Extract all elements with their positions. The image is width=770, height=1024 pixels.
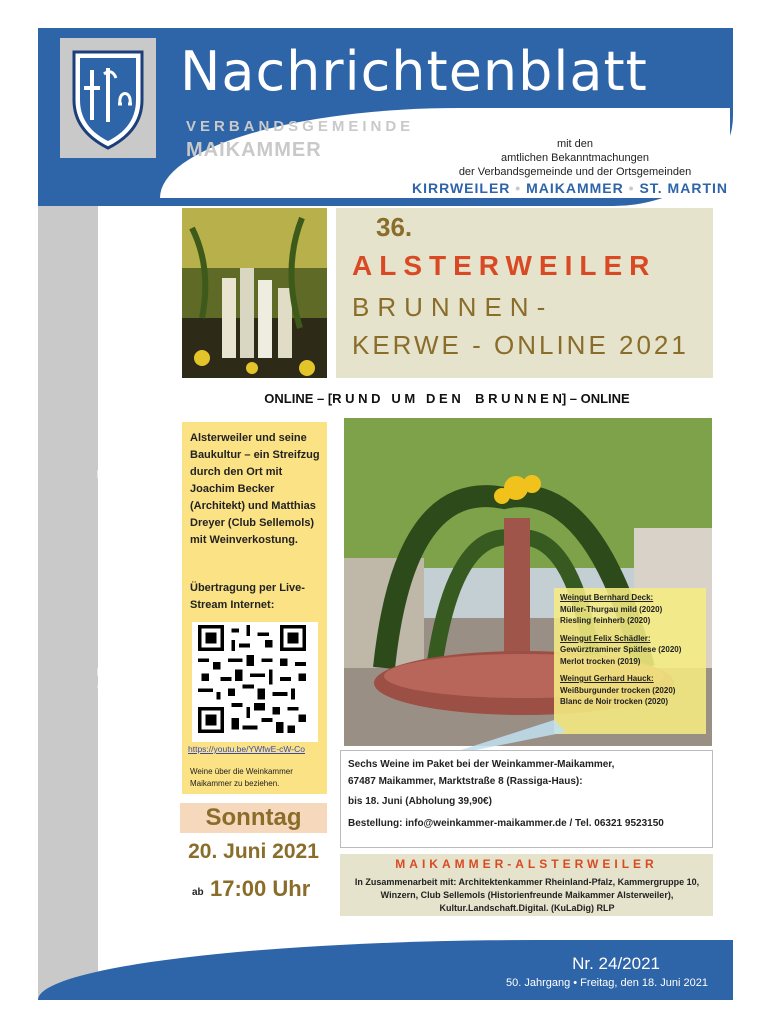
event-tagline: ONLINE – [R U N D U M D E N B R U N N E N] – ONLINE — [264, 391, 630, 406]
order-deadline: bis 18. Juni (Abholung 39,90€) — [348, 796, 492, 807]
wine-item: Merlot trocken (2019) — [560, 656, 641, 666]
place-name: KIRRWEILER — [411, 180, 511, 196]
edition-info: 50. Jahrgang • Freitag, den 18. Juni 2021 — [506, 977, 708, 989]
youtube-link[interactable]: https://youtu.be/YWfwE-cW-Co — [188, 744, 305, 754]
winery-name: Weingut Gerhard Hauck: — [560, 674, 654, 683]
order-line: 67487 Maikammer, Marktstraße 8 (Rassiga-Haus): — [348, 776, 583, 787]
municipality-label: MAIKAMMER — [186, 139, 322, 161]
order-info — [348, 756, 614, 790]
wine-item: Weißburgunder trocken (2020) — [560, 685, 676, 695]
wine-item: Gewürztraminer Spätlese (2020) — [560, 645, 682, 654]
event-date: 20. Juni 2021 — [188, 840, 319, 863]
official-line: der Verbandsgemeinde und der Ortsgemeinden — [458, 166, 692, 178]
event-time: 17:00 Uhr — [210, 876, 311, 901]
stream-label: Übertragung per Live-Stream Internet: — [190, 582, 305, 611]
vg-label: VERBANDSGEMEINDE — [186, 118, 415, 135]
time-prefix: ab — [192, 887, 204, 898]
wine-item: Riesling feinherb (2020) — [560, 616, 651, 625]
sidebar-url: www.vg-maikammer.de — [92, 439, 132, 932]
qr-code-icon[interactable] — [192, 622, 318, 742]
wine-bottles-photo — [182, 208, 327, 378]
official-notice — [440, 137, 710, 179]
wine-item: Blanc de Noir trocken (2020) — [560, 697, 669, 706]
wine-list — [554, 588, 706, 734]
wine-item: Müller-Thurgau mild (2020) — [560, 604, 663, 614]
winery-name: Weingut Bernhard Deck: — [560, 593, 654, 602]
place-name: ST. MARTIN — [639, 180, 728, 196]
order-contact: Bestellung: info@weinkammer-maikammer.de / Tel. 06321 9523150 — [348, 818, 664, 829]
order-line: Sechs Weine im Paket bei der Weinkammer-Maikammer, — [348, 759, 615, 770]
event-subtitle: BRUNNEN- — [352, 292, 554, 322]
issue-number: Nr. 24/2021 — [572, 954, 660, 973]
event-description: Alsterweiler und seine Baukultur – ein Streifzug durch den Ort mit Joachim Becker (Architekt) und Matthias Dreyer (Club Sellemols) mit Weinverkostung. — [190, 432, 320, 546]
event-weekday: Sonntag — [180, 803, 327, 833]
coat-of-arms-icon — [60, 38, 156, 158]
event-subtitle-2: KERWE - ONLINE 2021 — [352, 330, 689, 360]
official-line: amtlichen Bekanntmachungen — [501, 152, 649, 164]
partner-text: In Zusammenarbeit mit: Architektenkammer Rheinland-Pfalz, Kammergruppe 10, Winzern, Club Sellemols (Historienfreunde Maikammer Alsterweiler), Kultur.Landschaft.Digital. (KuLaDig) RLP — [354, 877, 700, 913]
partner-title: MAIKAMMER-ALSTERWEILER — [395, 857, 658, 871]
place-name: MAIKAMMER — [526, 180, 624, 196]
event-name: ALSTERWEILER — [352, 250, 657, 281]
event-number: 36. — [376, 212, 413, 242]
places-line — [358, 180, 728, 196]
separator: • — [515, 180, 522, 196]
newsletter-title: Nachrichtenblatt — [180, 40, 648, 103]
winery-name: Weingut Felix Schädler: — [560, 633, 651, 643]
separator: • — [628, 180, 635, 196]
wine-note: Weine über die Weinkammer Maikammer zu beziehen. — [190, 767, 293, 788]
official-line: mit den — [556, 138, 594, 150]
